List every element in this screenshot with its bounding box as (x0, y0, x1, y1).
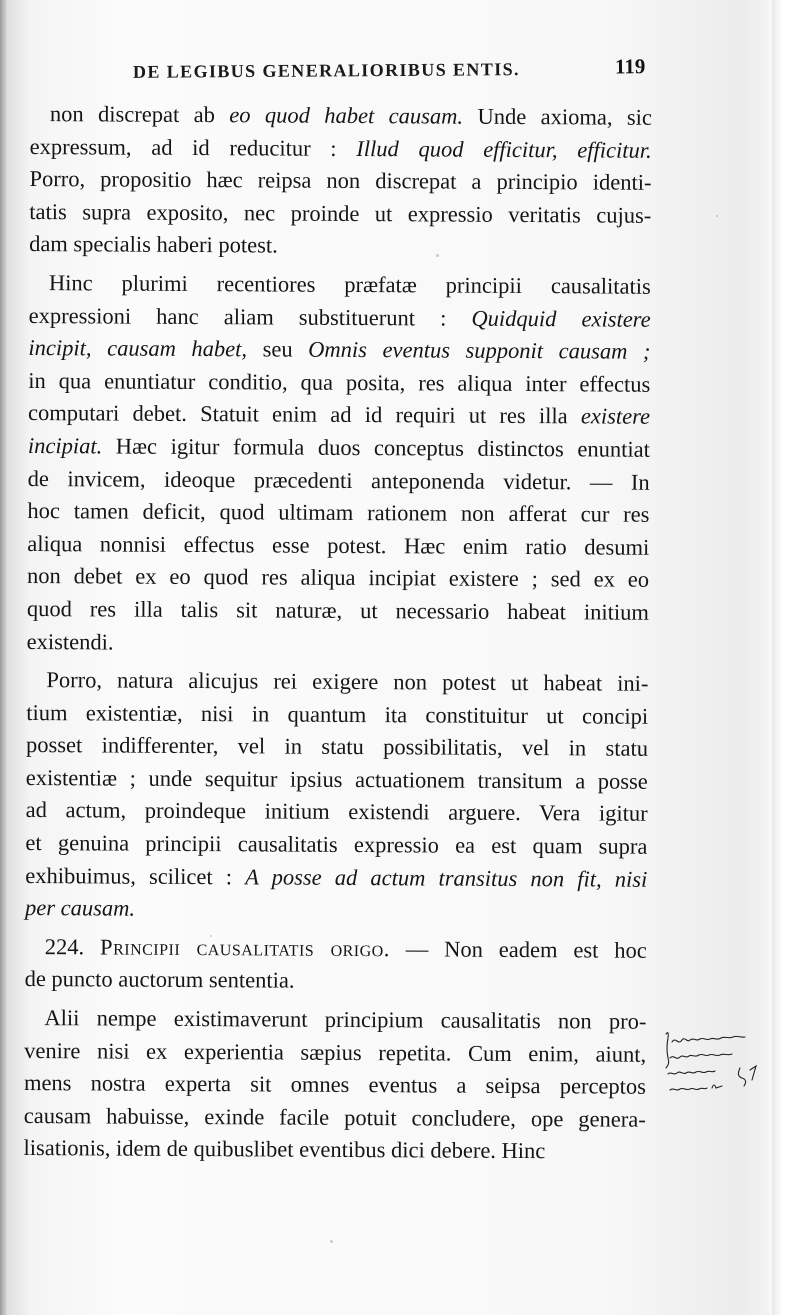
handwritten-margin-note (662, 1028, 766, 1128)
text-run: computari debet. Statuit enim ad id requiri ut res illa (28, 400, 582, 429)
paper-speckle (716, 215, 718, 217)
text-run: non debet ex eo quod res aliqua incipiat existere ; sed ex eo (27, 563, 650, 593)
text-run: mens nostra experta sit omnes eventus a seipsa perceptos (23, 1070, 647, 1099)
italic-run: eo quod habet causam. (229, 102, 464, 129)
text-run: existendi. (26, 628, 114, 655)
text-line (24, 1002, 646, 1038)
paper-speckle (330, 1240, 333, 1243)
text-run: non discrepat ab (49, 101, 230, 128)
text-line (24, 1067, 646, 1103)
text-run: quod res illa talis sit naturæ, ut necessario habeat initium (26, 595, 649, 625)
text-run: Alii nempe existimaverunt principium causalitatis non pro- (44, 1005, 647, 1034)
italic-run: Omnis eventus supponit causam ; (308, 336, 651, 364)
text-line (29, 300, 651, 336)
text-line (28, 463, 650, 499)
text-run: 224. (44, 933, 101, 960)
text-run: causam habuisse, exinde facile potuit concludere, ope genera- (23, 1102, 646, 1132)
page-edge (772, 0, 800, 1315)
italic-run: incipit, causam habet, (28, 335, 248, 362)
text-run: dam specialis haberi potest. (29, 231, 278, 258)
paper-speckle (210, 935, 212, 937)
text-line (30, 131, 652, 167)
text-line (26, 664, 648, 700)
text-line (30, 98, 652, 134)
text-run: existentiæ ; unde sequitur ipsius actuationem transitum a posse (25, 764, 648, 794)
italic-run: per causam. (24, 895, 136, 921)
text-run: — Non eadem est hoc (389, 936, 647, 963)
text-line (25, 827, 647, 863)
text-line (25, 860, 647, 896)
handwriting-scribble-icon (662, 1028, 766, 1128)
text-line (27, 528, 649, 564)
text-line (25, 931, 647, 967)
text-run: Porro, propositio hæc reipsa non discrepat a principio identi- (29, 166, 652, 195)
text-line (25, 963, 647, 999)
text-run: in qua enuntiatur conditio, qua posita, res aliqua inter effectus (28, 367, 651, 397)
text-line (27, 625, 649, 661)
text-run: exhibuimus, scilicet : (25, 862, 246, 889)
text-run: ad actum, proindeque initium existendi arguere. Vera igitur (25, 797, 648, 827)
italic-run: Illud quod efficitur, efficitur. (356, 135, 652, 163)
text-line (27, 560, 649, 596)
text-line (28, 332, 650, 368)
text-line (29, 228, 651, 264)
text-run: hoc tamen deficit, quod ultimam rationem non afferat cur res (27, 498, 650, 527)
page-header (133, 54, 653, 86)
text-run: Porro, natura alicujus rei exigere non potest ut habeat ini- (46, 667, 649, 696)
text-line (29, 196, 651, 232)
text-line (28, 365, 650, 401)
italic-run: Quidquid existere (471, 305, 651, 332)
italic-run: incipiat. (27, 432, 103, 459)
text-line (26, 697, 648, 733)
text-run: tium existentiæ, nisi in quantum ita constituitur ut concipi (26, 699, 649, 729)
section-heading: Principii causalitatis origo. (100, 934, 390, 962)
italic-run: A posse ad actum transitus non fit, nisi (245, 863, 648, 892)
text-line (25, 892, 647, 928)
text-run: tatis supra exposito, nec proinde ut expressio veritatis cujus- (29, 198, 652, 228)
paper-speckle (436, 254, 439, 257)
text-run: seu (247, 336, 309, 362)
text-run: de invicem, ideoque præcedenti anteponenda videtur. — In (27, 465, 650, 495)
text-line (27, 593, 649, 629)
text-run: lisationis, idem de quibuslibet eventibus dici debere. Hinc (23, 1135, 546, 1164)
text-line (29, 163, 651, 199)
text-line (26, 729, 648, 765)
text-line (29, 267, 651, 303)
text-line (26, 762, 648, 798)
binding-shadow (0, 0, 8, 1315)
text-run: posset indifferenter, vel in statu possibilitatis, vel in statu (25, 732, 649, 762)
text-line (28, 430, 650, 466)
italic-run: existere (580, 403, 651, 430)
text-run: expressum, ad id reducitur : (29, 133, 357, 161)
text-run: venire nisi ex experientia sæpius repetita. Cum enim, aiunt, (24, 1037, 647, 1067)
text-line (26, 794, 648, 830)
text-run: de puncto auctorum sententia. (24, 966, 295, 994)
text-line (27, 495, 649, 531)
text-line (28, 397, 650, 433)
page-number: 119 (614, 54, 646, 79)
text-run: aliqua nonnisi effectus esse potest. Hæc enim ratio desumi (27, 530, 650, 560)
text-line (24, 1100, 646, 1136)
text-run: Hæc igitur formula duos conceptus distinctos enuntiat (102, 433, 650, 462)
text-line (24, 1035, 646, 1071)
text-run: Unde axioma, sic (463, 103, 652, 130)
text-line (23, 1132, 645, 1168)
text-run: Hinc plurimi recentiores præfatæ principii causalitatis (48, 270, 651, 299)
body-text (23, 98, 652, 1169)
text-run: et genuina principii causalitatis expressio ea est quam supra (25, 830, 648, 859)
running-head: DE LEGIBUS GENERALIORIBUS ENTIS. (132, 59, 520, 82)
text-run: expressioni hanc aliam substituerunt : (28, 302, 472, 331)
